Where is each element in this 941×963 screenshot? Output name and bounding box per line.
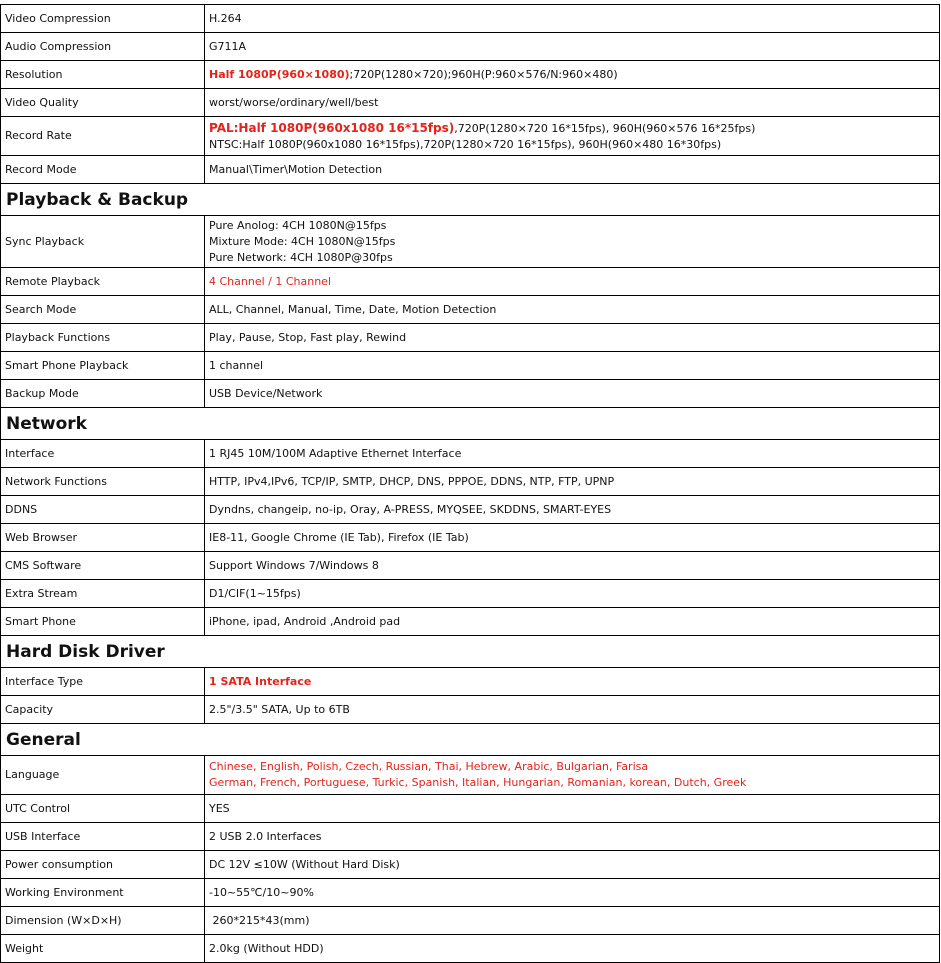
spec-label: UTC Control bbox=[1, 795, 205, 823]
spec-value: 260*215*43(mm) bbox=[205, 907, 940, 935]
spec-row bbox=[1, 268, 940, 296]
spec-label: Sync Playback bbox=[1, 216, 205, 268]
spec-row bbox=[1, 580, 940, 608]
spec-label: Weight bbox=[1, 935, 205, 963]
spec-row bbox=[1, 468, 940, 496]
value-line: Pure Anolog: 4CH 1080N@15fps bbox=[209, 218, 387, 232]
section-title-network: Network bbox=[1, 408, 940, 440]
spec-value: 2 USB 2.0 Interfaces bbox=[205, 823, 940, 851]
spec-label: Power consumption bbox=[1, 851, 205, 879]
spec-value bbox=[205, 117, 940, 156]
spec-value: iPhone, ipad, Android ,Android pad bbox=[205, 608, 940, 636]
spec-value: Dyndns, changeip, no-ip, Oray, A-PRESS, MYQSEE, SKDDNS, SMART-EYES bbox=[205, 496, 940, 524]
spec-value: IE8-11, Google Chrome (IE Tab), Firefox (IE Tab) bbox=[205, 524, 940, 552]
spec-label: Audio Compression bbox=[1, 33, 205, 61]
spec-value: 2.0kg (Without HDD) bbox=[205, 935, 940, 963]
spec-label: Capacity bbox=[1, 696, 205, 724]
spec-value: DC 12V ≤10W (Without Hard Disk) bbox=[205, 851, 940, 879]
spec-row bbox=[1, 756, 940, 795]
spec-value: -10~55℃/10~90% bbox=[205, 879, 940, 907]
spec-value: USB Device/Network bbox=[205, 380, 940, 408]
section-title-playback: Playback & Backup bbox=[1, 184, 940, 216]
value-line: Pure Network: 4CH 1080P@30fps bbox=[209, 250, 393, 264]
spec-label: Interface bbox=[1, 440, 205, 468]
spec-row bbox=[1, 61, 940, 89]
highlight-text: Half 1080P(960×1080) bbox=[209, 67, 350, 81]
spec-value: 2.5"/3.5" SATA, Up to 6TB bbox=[205, 696, 940, 724]
spec-value: 1 channel bbox=[205, 352, 940, 380]
value-line: Mixture Mode: 4CH 1080N@15fps bbox=[209, 234, 396, 248]
spec-row bbox=[1, 851, 940, 879]
spec-table bbox=[0, 4, 940, 963]
spec-value bbox=[205, 756, 940, 795]
section-header bbox=[1, 724, 940, 756]
spec-label: Video Compression bbox=[1, 5, 205, 33]
spec-row bbox=[1, 89, 940, 117]
spec-label: Record Mode bbox=[1, 156, 205, 184]
spec-value bbox=[205, 61, 940, 89]
spec-label: Web Browser bbox=[1, 524, 205, 552]
spec-row bbox=[1, 117, 940, 156]
value-line: German, French, Portuguese, Turkic, Spanish, Italian, Hungarian, Romanian, korean, Dutch, Greek bbox=[209, 776, 747, 789]
spec-value: Play, Pause, Stop, Fast play, Rewind bbox=[205, 324, 940, 352]
pal-line bbox=[209, 120, 939, 137]
value-text: ,720P(1280×720 16*15fps), 960H(960×576 16*25fps) bbox=[454, 121, 756, 135]
spec-value: G711A bbox=[205, 33, 940, 61]
highlight-text: PAL:Half 1080P(960x1080 16*15fps) bbox=[209, 120, 455, 135]
spec-row bbox=[1, 496, 940, 524]
spec-value: ALL, Channel, Manual, Time, Date, Motion Detection bbox=[205, 296, 940, 324]
spec-label: Search Mode bbox=[1, 296, 205, 324]
spec-label: Extra Stream bbox=[1, 580, 205, 608]
value-line: Chinese, English, Polish, Czech, Russian, Thai, Hebrew, Arabic, Bulgarian, Farisa bbox=[209, 760, 649, 773]
spec-row bbox=[1, 879, 940, 907]
spec-row bbox=[1, 907, 940, 935]
spec-value: worst/worse/ordinary/well/best bbox=[205, 89, 940, 117]
spec-value: D1/CIF(1~15fps) bbox=[205, 580, 940, 608]
spec-row bbox=[1, 156, 940, 184]
spec-row bbox=[1, 668, 940, 696]
spec-label: Interface Type bbox=[1, 668, 205, 696]
spec-row bbox=[1, 380, 940, 408]
spec-label: Playback Functions bbox=[1, 324, 205, 352]
value-text: ;720P(1280×720);960H(P:960×576/N:960×480) bbox=[349, 67, 618, 81]
spec-row bbox=[1, 352, 940, 380]
spec-label: CMS Software bbox=[1, 552, 205, 580]
spec-label: DDNS bbox=[1, 496, 205, 524]
spec-label: Working Environment bbox=[1, 879, 205, 907]
section-header bbox=[1, 408, 940, 440]
spec-value: 1 RJ45 10M/100M Adaptive Ethernet Interface bbox=[205, 440, 940, 468]
spec-label: Smart Phone bbox=[1, 608, 205, 636]
spec-value: 4 Channel / 1 Channel bbox=[205, 268, 940, 296]
spec-row bbox=[1, 296, 940, 324]
spec-row bbox=[1, 823, 940, 851]
spec-label: Record Rate bbox=[1, 117, 205, 156]
spec-label: Network Functions bbox=[1, 468, 205, 496]
spec-row bbox=[1, 524, 940, 552]
spec-value: 1 SATA Interface bbox=[205, 668, 940, 696]
section-header bbox=[1, 636, 940, 668]
section-title-hdd: Hard Disk Driver bbox=[1, 636, 940, 668]
spec-label: Remote Playback bbox=[1, 268, 205, 296]
spec-row bbox=[1, 552, 940, 580]
spec-row bbox=[1, 696, 940, 724]
section-title-general: General bbox=[1, 724, 940, 756]
spec-row bbox=[1, 216, 940, 268]
ntsc-line: NTSC:Half 1080P(960x1080 16*15fps),720P(1280×720 16*15fps), 960H(960×480 16*30fps) bbox=[209, 137, 722, 151]
spec-value: Manual\Timer\Motion Detection bbox=[205, 156, 940, 184]
spec-row bbox=[1, 795, 940, 823]
spec-row bbox=[1, 608, 940, 636]
spec-row bbox=[1, 324, 940, 352]
section-header bbox=[1, 184, 940, 216]
spec-label: Language bbox=[1, 756, 205, 795]
spec-label: Video Quality bbox=[1, 89, 205, 117]
spec-label: Dimension (W×D×H) bbox=[1, 907, 205, 935]
spec-value: Support Windows 7/Windows 8 bbox=[205, 552, 940, 580]
spec-value: YES bbox=[205, 795, 940, 823]
spec-value: HTTP, IPv4,IPv6, TCP/IP, SMTP, DHCP, DNS, PPPOE, DDNS, NTP, FTP, UPNP bbox=[205, 468, 940, 496]
spec-row bbox=[1, 440, 940, 468]
spec-value: H.264 bbox=[205, 5, 940, 33]
spec-label: Backup Mode bbox=[1, 380, 205, 408]
spec-label: Resolution bbox=[1, 61, 205, 89]
spec-row bbox=[1, 935, 940, 963]
spec-value bbox=[205, 216, 940, 268]
spec-row bbox=[1, 5, 940, 33]
spec-label: USB Interface bbox=[1, 823, 205, 851]
spec-label: Smart Phone Playback bbox=[1, 352, 205, 380]
spec-row bbox=[1, 33, 940, 61]
